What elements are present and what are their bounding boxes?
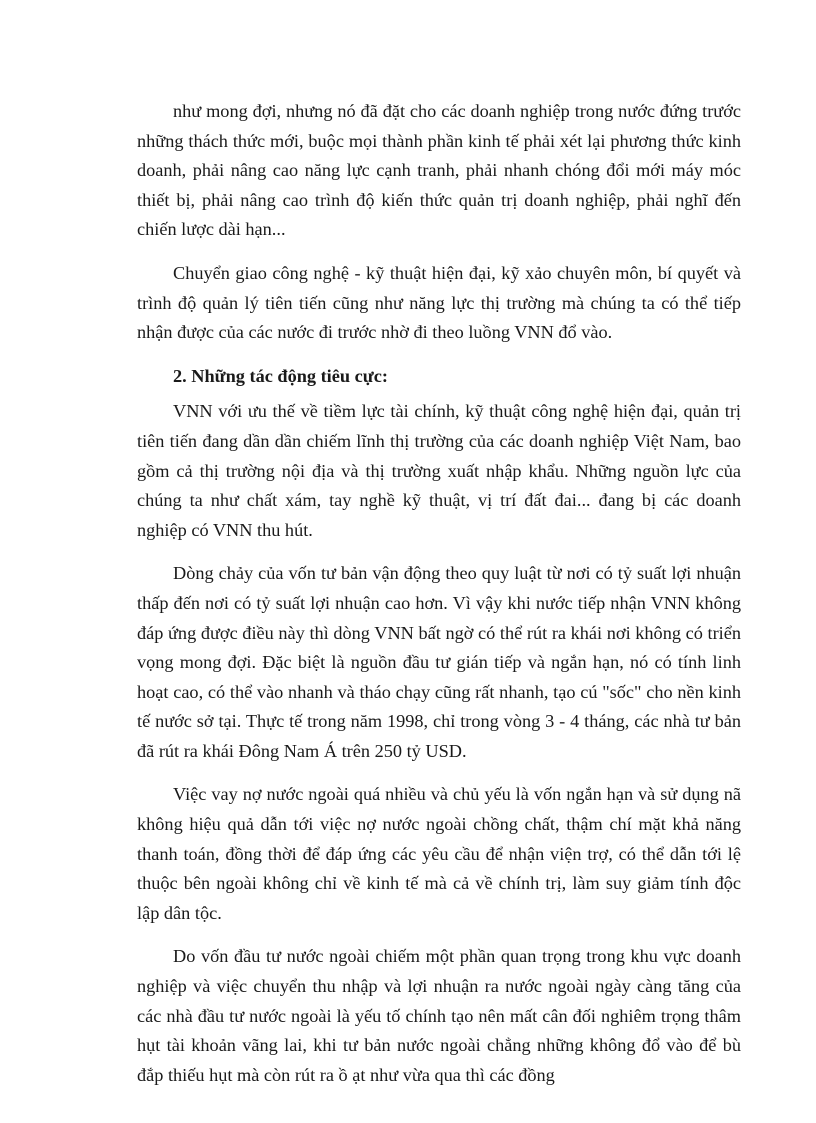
paragraph-5: Việc vay nợ nước ngoài quá nhiều và chủ yếu là vốn ngắn hạn và sử dụng nã không hiệu quả dẫn tới việc nợ nước ngoài chồng chất, thậm chí mặt khả năng thanh toán, đồng thời để đáp ứng các yêu cầu để nhận viện trợ, có thể dẫn tới lệ thuộc bên ngoài không chỉ về kinh tế mà cả về chính trị, làm suy giảm tính độc lập dân tộc. [137,784,741,923]
section-heading: 2. Những tác động tiêu cực: [173,365,388,386]
document-page [137,97,741,1090]
paragraph-1: như mong đợi, nhưng nó đã đặt cho các doanh nghiệp trong nước đứng trước những thách thức mới, buộc mọi thành phần kinh tế phải xét lại phương thức kinh doanh, phải nâng cao năng lực cạnh tranh, phải nhanh chóng đổi mới máy móc thiết bị, phải nâng cao trình độ kiến thức quản trị doanh nghiệp, phải nghĩ đến chiến lược dài hạn... [137,101,741,240]
paragraph-6: Do vốn đầu tư nước ngoài chiếm một phần quan trọng trong khu vực doanh nghiệp và việc chuyển thu nhập và lợi nhuận ra nước ngoài ngày càng tăng của các nhà đầu tư nước ngoài là yếu tố chính tạo nên mất cân đối nghiêm trọng thâm hụt tài khoản vãng lai, khi tư bản nước ngoài chẳng những không đổ vào để bù đắp thiếu hụt mà còn rút ra ồ ạt như vừa qua thì các đồng [137,946,741,1085]
paragraph-3: VNN với ưu thế về tiềm lực tài chính, kỹ thuật công nghệ hiện đại, quản trị tiên tiến đang dần dần chiếm lĩnh thị trường của các doanh nghiệp Việt Nam, bao gồm cả thị trường nội địa và thị trường xuất nhập khẩu. Những nguồn lực của chúng ta như chất xám, tay nghề kỹ thuật, vị trí đất đai... đang bị các doanh nghiệp có VNN thu hút. [137,401,741,540]
paragraph-2: Chuyển giao công nghệ - kỹ thuật hiện đại, kỹ xảo chuyên môn, bí quyết và trình độ quản lý tiên tiến cũng như năng lực thị trường mà chúng ta có thể tiếp nhận được của các nước đi trước nhờ đi theo luồng VNN đổ vào. [137,262,741,343]
paragraph-4: Dòng chảy của vốn tư bản vận động theo quy luật từ nơi có tỷ suất lợi nhuận thấp đến nơi có tỷ suất lợi nhuận cao hơn. Vì vậy khi nước tiếp nhận VNN không đáp ứng được điều này thì dòng VNN bất ngờ có thể rút ra khái nơi không có triển vọng mong đợi. Đặc biệt là nguồn đầu tư gián tiếp và ngắn hạn, nó có tính linh hoạt cao, có thể vào nhanh và tháo chạy cũng rất nhanh, tạo cú "sốc" cho nền kinh tế nước sở tại. Thực tế trong năm 1998, chỉ trong vòng 3 - 4 tháng, các nhà tư bản đã rút ra khái Đông Nam Á trên 250 tỷ USD. [137,563,741,761]
